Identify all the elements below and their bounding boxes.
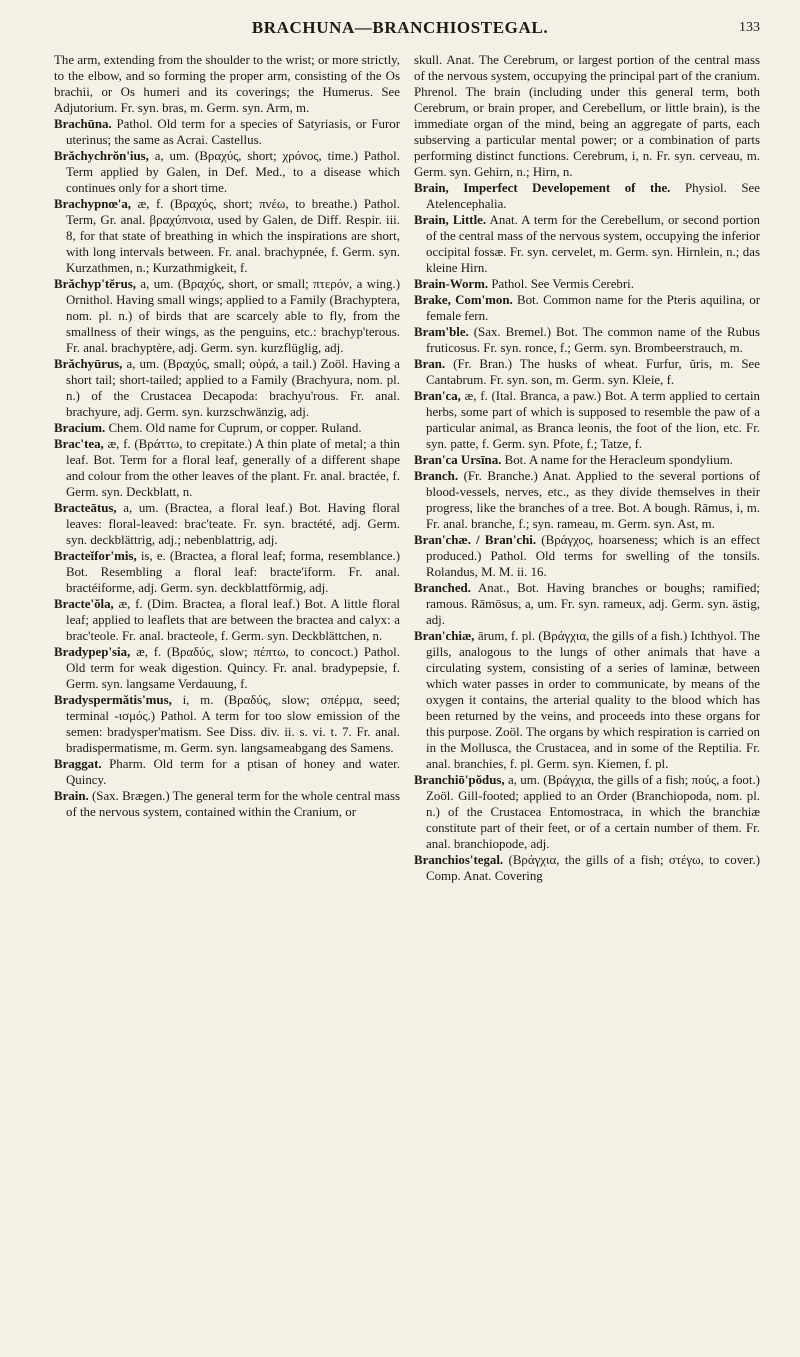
dictionary-entry: [54, 148, 400, 196]
entry-text: a, um. (Βραχύς, short; χρόνος, time.) Pathol. Term applied by Galen, in Def. Med., to a disease which continues only for a short time.: [66, 149, 400, 195]
dictionary-entry: [54, 548, 400, 596]
dictionary-entry: [54, 756, 400, 788]
entry-headword: Branch.: [414, 469, 459, 483]
entry-text: æ, f. (Βράττω, to crepitate.) A thin plate of metal; a thin leaf. Bot. Term for a floral leaf, generally of a different shape and colour from the other leaves of the plant. Fr. anal. bractée, f. Germ. syn. Deckblatt, n.: [66, 437, 400, 499]
entry-headword: Brain-Worm.: [414, 277, 489, 291]
dictionary-entry: [54, 500, 400, 548]
entry-text: ārum, f. pl. (Βράγχια, the gills of a fish.) Ichthyol. The gills, analogous to the lungs of other animals that have a circulating system, consisting of a series of laminæ, between which water passes in order to communicate, by means of the oxygen it contains, the arterial quality to the blood which has been returned by the veins, and proceeds into these organs for this purpose. Zoöl. The organs by which respiration is carried on in the Mollusca, the Crustacea, and in some of the Reptilia. Fr. anal. branchies, f. pl. Germ. syn. Kiemen, f. pl.: [426, 629, 760, 771]
entry-headword: Branchios'tegal.: [414, 853, 504, 867]
entry-headword: Bram'ble.: [414, 325, 469, 339]
dictionary-entry: [414, 52, 760, 180]
entry-headword: Brain, Imperfect Developement of the.: [414, 181, 671, 195]
entry-headword: Bran'chæ. / Bran'chi.: [414, 533, 537, 547]
entry-text: æ, f. (Ital. Branca, a paw.) Bot. A term applied to certain herbs, some part of which is supposed to resemble the paw of a particular animal, as Branca leonis, the foot of the lion, etc. Fr. syn. patte, f. Germ. syn. Pfote, f.; Tatze, f.: [426, 389, 760, 451]
entry-text: Chem. Old name for Cuprum, or copper. Ruland.: [108, 421, 362, 435]
dictionary-entry: [414, 772, 760, 852]
entry-headword: Bradyspermătis'mus,: [54, 693, 172, 707]
dictionary-entry: [54, 276, 400, 356]
dictionary-entry: [54, 436, 400, 500]
entry-headword: Bran'chiæ,: [414, 629, 475, 643]
dictionary-entry: [414, 468, 760, 532]
page-number: 133: [739, 20, 760, 35]
entry-headword: Bran'ca,: [414, 389, 461, 403]
right-column: [414, 52, 760, 1347]
entry-text: Pathol. See Vermis Cerebri.: [491, 277, 634, 291]
entry-text: Anat., Bot. Having branches or boughs; ramified; ramous. Rāmōsus, a, um. Fr. syn. rameux, adj. Germ. syn. ästig, adj.: [426, 581, 760, 627]
dictionary-entry: [414, 212, 760, 276]
entry-text: Bot. Common name for the Pteris aquilina, or female fern.: [426, 293, 760, 323]
dictionary-entry: [414, 452, 760, 468]
entry-headword: Brachūna.: [54, 117, 112, 131]
dictionary-entry: [414, 388, 760, 452]
page-title: BRACHUNA—BRANCHIOSTEGAL.: [251, 18, 549, 37]
dictionary-entry: [414, 276, 760, 292]
entry-text: (Sax. Brægen.) The general term for the whole central mass of the nervous system, contained within the Cranium, or: [66, 789, 400, 819]
entry-text: skull. Anat. The Cerebrum, or largest portion of the central mass of the nervous system, occupying the principal part of the cranium. Phrenol. The brain (including under this general term, both Cerebrum, or brain proper, and Cerebellum, or little brain), is the immediate organ of the mind, being an aggregate of parts, each subserving a particular mental power; or a combination of parts performing distinct functions. Cerebrum, i, n. Fr. syn. cerveau, m. Germ. syn. Gehirn, n.; Hirn, n.: [414, 53, 760, 179]
entry-text: a, um. (Bractea, a floral leaf.) Bot. Having floral leaves: floral-leaved: brac'teate. Fr. syn. bractété, adj. Germ. syn. deckblättrig, adj.; nebenblattrig, adj.: [66, 501, 400, 547]
dictionary-entry: [414, 180, 760, 212]
entry-text: (Fr. Branche.) Anat. Applied to the several portions of blood-vessels, nerves, etc., as they divide themselves in their progress, like the branches of a tree. Bot. A bough. Rāmus, i, m. Fr. anal. branche, f.; syn. rameau, m. Germ. syn. Ast, m.: [426, 469, 760, 531]
dictionary-entry: [414, 852, 760, 884]
entry-text: Physiol. See Atelencephalia.: [426, 181, 760, 211]
entry-headword: Brăchychrŏn'ius,: [54, 149, 149, 163]
entry-text: Bot. A name for the Heracleum spondylium.: [504, 453, 734, 467]
entry-text: æ, f. (Βραδύς, slow; πέπτω, to concoct.) Pathol. Old term for weak digestion. Quincy. Fr. anal. bradypepsie, f. Germ. syn. langsame Verdauung, f.: [66, 645, 400, 691]
entry-text: (Fr. Bran.) The husks of wheat. Furfur, ŭris, m. See Cantabrum. Fr. syn. son, m. Germ. syn. Kleie, f.: [426, 357, 760, 387]
running-head: [0, 18, 800, 42]
entry-text: Pathol. Old term for a species of Satyriasis, or Furor uterinus; the same as Acrai. Castellus.: [66, 117, 400, 147]
dictionary-entry: [54, 596, 400, 644]
entry-text: i, m. (Βραδύς, slow; σπέρμα, seed; terminal -ισμός.) Pathol. A term for too slow emission of the semen: bradysper'matism. See Diss. div. ii. s. vi. t. 7. Fr. anal. bradispermatisme, m. Germ. syn. langsameabgang des Samens.: [66, 693, 400, 755]
entry-text: a, um. (Βράγχια, the gills of a fish; πούς, a foot.) Zoöl. Gill-footed; applied to an Order (Branchiopoda, nom. pl. n.) of the Crustacea Entomostraca, in which the branchiæ constitute part of their feet, or of a certain number of them. Fr. anal. branchiopode, adj.: [426, 773, 760, 851]
entry-headword: Bracium.: [54, 421, 106, 435]
entry-headword: Bradypep'sia,: [54, 645, 131, 659]
entry-headword: Brăchyūrus,: [54, 357, 123, 371]
entry-headword: Branchiō'pŏdus,: [414, 773, 505, 787]
entry-text: (Βράγχος, hoarseness; which is an effect produced.) Pathol. Old terms for swelling of the tonsils. Rolandus, M. M. ii. 16.: [426, 533, 760, 579]
entry-text: a, um. (Βραχύς, small; οὐρά, a tail.) Zoöl. Having a short tail; short-tailed; applied to a Family (Brachyura, nom. pl. n.) of the Crustacea Decapoda: brachyu'rous. Fr. anal. brachyure, adj. Germ. syn. kurzschwänzig, adj.: [66, 357, 400, 419]
dictionary-entry: [54, 692, 400, 756]
entry-headword: Bran.: [414, 357, 446, 371]
entry-headword: Bracteĭfor'mis,: [54, 549, 137, 563]
entry-headword: Branched.: [414, 581, 471, 595]
entry-headword: Brac'tea,: [54, 437, 104, 451]
left-column: [54, 52, 400, 1347]
entry-headword: Brain, Little.: [414, 213, 487, 227]
entry-text: is, e. (Bractea, a floral leaf; forma, resemblance.) Bot. Resembling a floral leaf: bracte'iform. Fr. anal. bractéiforme, adj. Germ. syn. deckblattförmig, adj.: [66, 549, 400, 595]
dictionary-entry: [414, 628, 760, 772]
entry-headword: Bracteātus,: [54, 501, 117, 515]
entry-headword: Bran'ca Ursīna.: [414, 453, 502, 467]
dictionary-entry: [414, 324, 760, 356]
dictionary-entry: [414, 580, 760, 628]
dictionary-entry: [414, 356, 760, 388]
entry-headword: Brachypnœ'a,: [54, 197, 131, 211]
dictionary-entry: [54, 788, 400, 820]
dictionary-entry: [54, 52, 400, 116]
dictionary-entry: [54, 196, 400, 276]
entry-text: (Βράγχια, the gills of a fish; στέγω, to cover.) Comp. Anat. Covering: [426, 853, 760, 883]
entry-headword: Brake, Com'mon.: [414, 293, 513, 307]
entry-text: (Sax. Bremel.) Bot. The common name of the Rubus fruticosus. Fr. syn. ronce, f.; Germ. syn. Brombeerstrauch, m.: [426, 325, 760, 355]
dictionary-entry: [54, 356, 400, 420]
entry-text: Anat. A term for the Cerebellum, or second portion of the central mass of the nervous system, occupying the inferior occipital fossæ. Fr. syn. cervelet, m. Germ. syn. Hirnlein, n.; das kleine Hirn.: [426, 213, 760, 275]
entry-headword: Brăchyp'tĕrus,: [54, 277, 136, 291]
entry-text: æ, f. (Βραχύς, short; πνέω, to breathe.) Pathol. Term, Gr. anal. βραχύπνοια, used by Galen, de Diff. Respir. iii. 8, for that state of breathing in which the inspirations are short, with long intervals between. Fr. anal. brachypnée, f. Germ. syn. Kurzathmen, n.; Kurzathmigkeit, f.: [66, 197, 400, 275]
entry-text: Pharm. Old term for a ptisan of honey and water. Quincy.: [66, 757, 400, 787]
dictionary-entry: [414, 292, 760, 324]
dictionary-entry: [414, 532, 760, 580]
entry-text: æ, f. (Dim. Bractea, a floral leaf.) Bot. A little floral leaf; applied to leaflets that are between the bractea and calyx: a brac'teole. Fr. anal. bracteole, f. Germ. syn. Deckblättchen, n.: [66, 597, 400, 643]
dictionary-entry: [54, 116, 400, 148]
entry-text: a, um. (Βραχύς, short, or small; πτερόν, a wing.) Ornithol. Having small wings; applied to a Family (Brachyptera, nom. pl. n.) of birds that are scarcely able to fly, from the smallness of their wings, as the penguins, etc.: brachyp'terous. Fr. anal. brachyptère, adj. Germ. syn. kurzflüglig, adj.: [66, 277, 400, 355]
entry-headword: Bracte'ŏla,: [54, 597, 114, 611]
entry-text: The arm, extending from the shoulder to the wrist; or more strictly, to the elbow, and so forming the proper arm, consisting of the Os brachii, or Os humeri and its coverings; the Humerus. See Adjutorium. Fr. syn. bras, m. Germ. syn. Arm, m.: [54, 53, 400, 115]
dictionary-entry: [54, 644, 400, 692]
entry-headword: Braggat.: [54, 757, 102, 771]
dictionary-entry: [54, 420, 400, 436]
entry-headword: Brain.: [54, 789, 89, 803]
